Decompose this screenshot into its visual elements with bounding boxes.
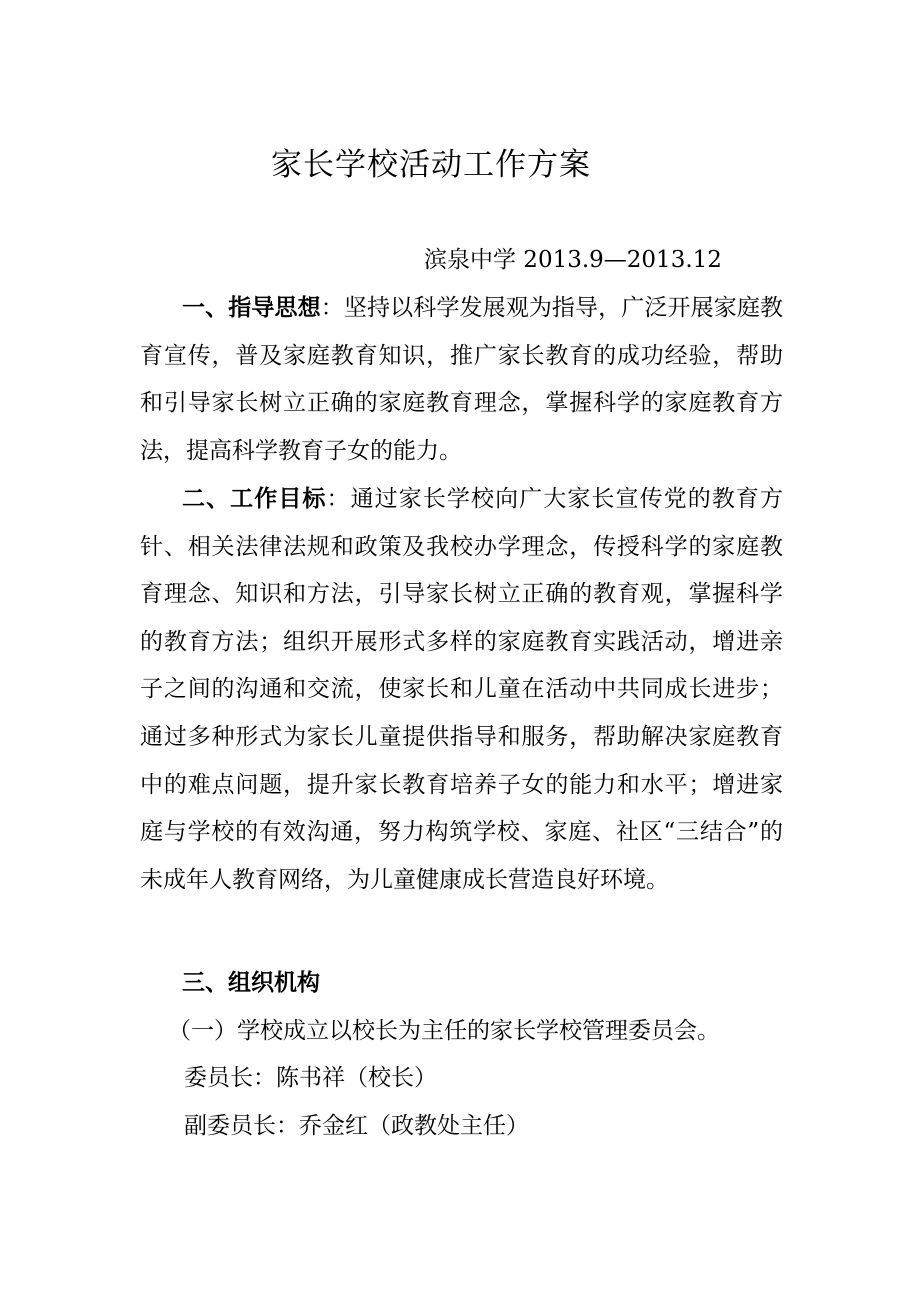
- document-title: 家长学校活动工作方案: [271, 147, 591, 183]
- section-guiding-heading: 一、指导思想: [182, 295, 321, 321]
- section-goals-heading: 二、工作目标: [182, 486, 327, 512]
- section-goals-paragraph: [140, 476, 783, 904]
- organization-item-1: （一）学校成立以校长为主任的家长学校管理委员会。: [168, 1018, 720, 1044]
- section-organization-paragraph: [140, 960, 783, 1008]
- organization-chair: 委员长：陈书祥（校长）: [184, 1065, 437, 1091]
- section-guiding-text: ：坚持以科学发展观为指导，广泛开展家庭教育宣传，普及家庭教育知识，推广家长教育的成功经验，帮助和引导家长树立正确的家庭教育理念，掌握科学的家庭教育方法，提高科学教育子女的能力。: [140, 295, 784, 464]
- organization-vice-chair: 副委员长：乔金红（政教处主任）: [184, 1113, 529, 1139]
- section-goals-text: ：通过家长学校向广大家长宣传党的教育方针、相关法律法规和政策及我校办学理念，传授科学的家庭教育理念、知识和方法，引导家长树立正确的教育观，掌握科学的教育方法；组织开展形式多样的家庭教育实践活动，增进亲子之间的沟通和交流，使家长和儿童在活动中共同成长进步；通过多种形式为家长儿童提供指导和服务，帮助解决家庭教育中的难点问题，提升家长教育培养子女的能力和水平；增进家庭与学校的有效沟通，努力构筑学校、家庭、社区“三结合”的未成年人教育网络，为儿童健康成长营造良好环境。: [140, 486, 784, 893]
- section-organization-heading: 三、组织机构: [182, 970, 320, 996]
- section-guiding-paragraph: [140, 285, 783, 475]
- dateline: 滨泉中学 2013.9—2013.12: [424, 247, 722, 273]
